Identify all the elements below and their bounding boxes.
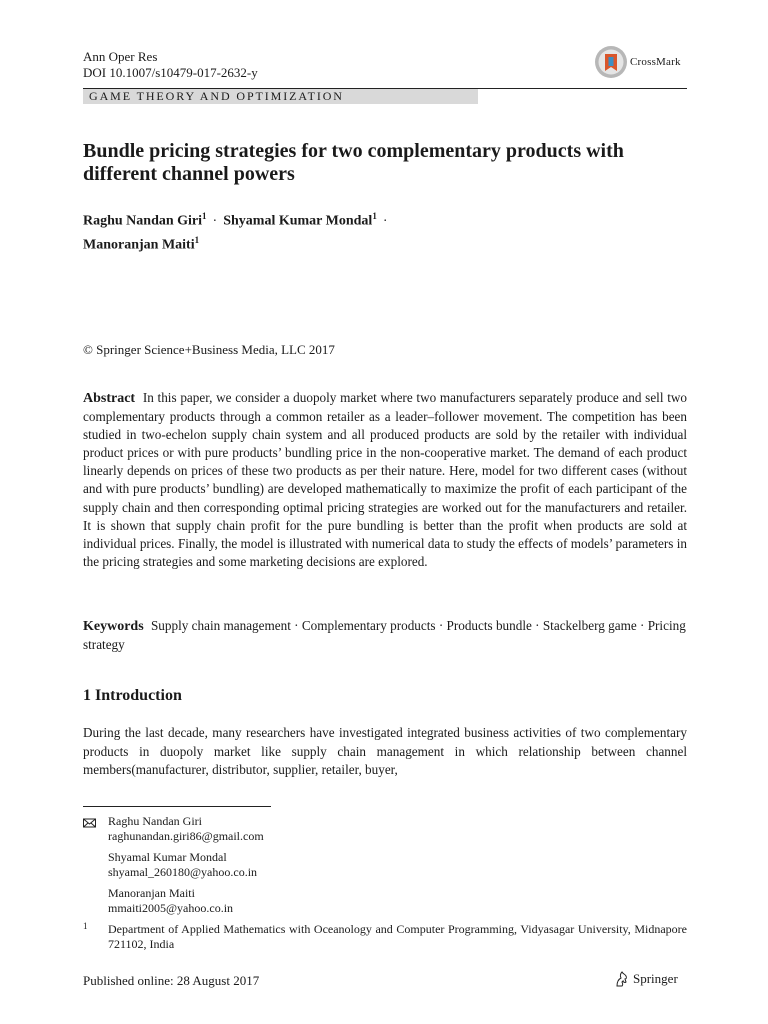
author-separator: · bbox=[382, 213, 388, 229]
springer-horse-icon bbox=[614, 970, 630, 988]
author-name[interactable]: Shyamal Kumar Mondal bbox=[223, 213, 373, 229]
contact-email[interactable]: shyamal_260180@yahoo.co.in bbox=[108, 865, 258, 879]
published-date: Published online: 28 August 2017 bbox=[83, 973, 260, 988]
crossmark-icon bbox=[594, 45, 628, 79]
author-name[interactable]: Manoranjan Maiti bbox=[83, 237, 195, 253]
affiliation-text: Department of Applied Mathematics with Oceanology and Computer Programming, Vidyasagar University, Midnapore 721102, India bbox=[108, 922, 687, 951]
affiliation-mark: 1 bbox=[83, 921, 88, 931]
crossmark-label: CrossMark bbox=[630, 56, 681, 68]
contact-email[interactable]: raghunandan.giri86@gmail.com bbox=[108, 829, 264, 843]
intro-paragraph: During the last decade, many researchers have investigated integrated business activities of two complementary products in duopoly market like supply chain management in which relationship between channel members(manufacturer, distributor, supplier, retailer, buyer, bbox=[83, 725, 687, 778]
envelope-icon bbox=[83, 814, 97, 833]
doi[interactable]: DOI 10.1007/s10479-017-2632-y bbox=[83, 65, 258, 80]
author-affil-mark: 1 bbox=[194, 234, 200, 245]
journal-header bbox=[83, 49, 258, 81]
copyright-notice: © Springer Science+Business Media, LLC 2017 bbox=[83, 342, 335, 357]
keywords-label: Keywords bbox=[83, 619, 144, 634]
footnotes bbox=[83, 814, 687, 952]
abstract-label: Abstract bbox=[83, 391, 136, 406]
author-list bbox=[83, 207, 683, 254]
author-separator: · bbox=[212, 213, 218, 229]
section-label: GAME THEORY AND OPTIMIZATION bbox=[83, 89, 478, 104]
abstract-text: In this paper, we consider a duopoly market where two manufacturers separately produce and sell two complementary products through a common retailer as a leader–follower movement. The competition has been studied in two-echelon supply chain system and all produced products are sold by the retailer with individual product prices or with pure products’ bundling price in the non-cooperative market. The demand of each product linearly depends on prices of these two products as per their nature. Here, model for two different cases (without and with pure products’ bundling) are developed mathematically to maximize the profit of each participant of the supply chain and then corresponding optimal pricing strategies are worked out for the manufacturers and retailer. It is shown that supply chain profit for the pure bundling is better than the profit when products are sold at individual prices. Finally, the model is illustrated with numerical data to study the effects of models’ parameters in the pricing strategies and some marketing decisions are explored. bbox=[83, 390, 688, 569]
keywords-text: Supply chain management · Complementary products · Products bundle · Stackelberg game · Pricing strategy bbox=[83, 618, 686, 653]
crossmark-badge[interactable] bbox=[594, 44, 744, 80]
abstract bbox=[83, 389, 687, 571]
footnote-rule bbox=[83, 806, 271, 807]
contact-name: Manoranjan Maiti bbox=[108, 886, 195, 900]
author-affil-mark: 1 bbox=[372, 211, 377, 221]
affiliation bbox=[83, 922, 687, 952]
author-contact bbox=[83, 850, 687, 880]
author-contact bbox=[83, 886, 687, 916]
contact-email[interactable]: mmaiti2005@yahoo.co.in bbox=[108, 901, 234, 915]
paper-title: Bundle pricing strategies for two complementary products with different channel powers bbox=[83, 140, 624, 185]
contact-name: Raghu Nandan Giri bbox=[108, 814, 202, 828]
author-affil-mark: 1 bbox=[202, 211, 207, 221]
keywords bbox=[83, 617, 687, 654]
section-heading: 1 Introduction bbox=[83, 687, 182, 704]
publisher-logo[interactable] bbox=[614, 970, 678, 988]
author-name[interactable]: Raghu Nandan Giri bbox=[83, 213, 203, 229]
journal-name: Ann Oper Res bbox=[83, 49, 158, 64]
publisher-name: Springer bbox=[633, 971, 678, 986]
author-contact bbox=[83, 814, 687, 844]
contact-name: Shyamal Kumar Mondal bbox=[108, 850, 227, 864]
